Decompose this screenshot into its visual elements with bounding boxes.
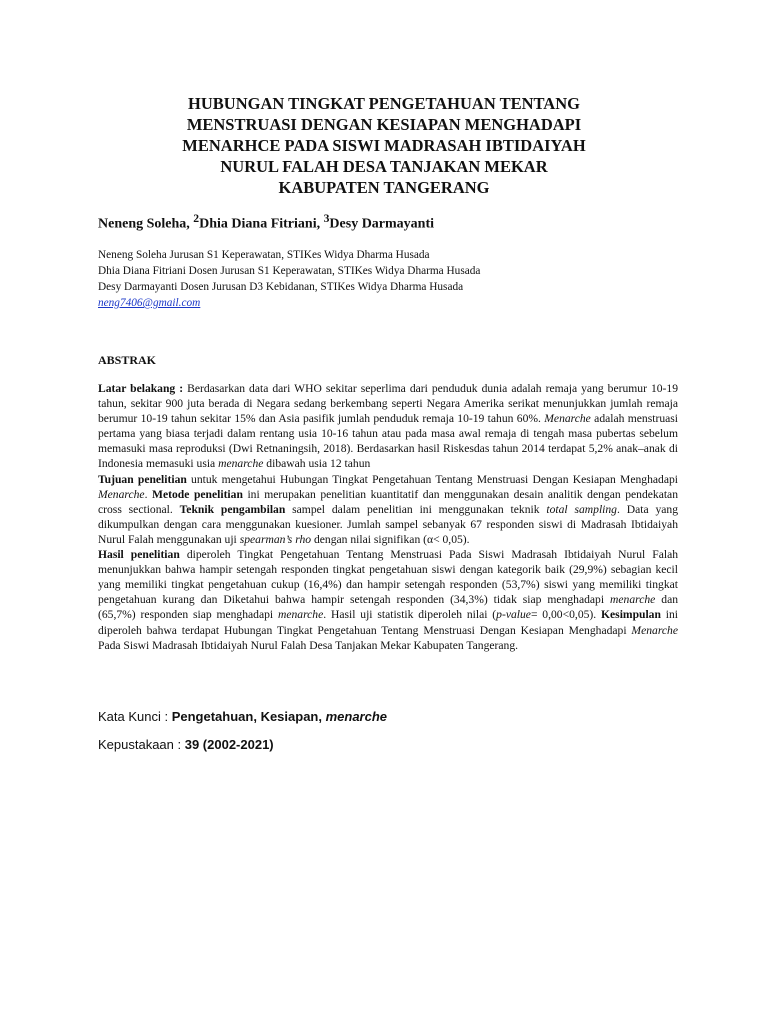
abstract-term: total sampling — [546, 502, 617, 516]
title-line: NURUL FALAH DESA TANJAKAN MEKAR — [220, 157, 548, 176]
abstract-term: Menarche — [544, 412, 591, 426]
keywords-line — [98, 709, 387, 724]
abstract-text: sampel dalam penelitian ini menggunakan teknik — [285, 502, 547, 516]
author-list — [98, 212, 434, 233]
abstract-text: dengan nilai signifikan (α< 0,05). — [311, 532, 470, 546]
background-label: Latar belakang : — [98, 382, 184, 395]
abstract-text: . — [144, 487, 153, 501]
author-superscript: 3 — [323, 212, 330, 225]
affiliation-block — [98, 247, 698, 311]
abstract-text: . Data yang dikumpulkan dengan cara menggunakan kuesioner. Jumlah sampel sebanyak 67 responden siswi di Madrasah Ibtidaiyah Nurul Falah menggunakan uji — [98, 502, 678, 546]
conclusion-label: Kesimpulan — [601, 608, 661, 622]
abstract-text: . Hasil uji statistik diperoleh nilai ( — [323, 608, 497, 622]
sampling-label: Teknik pengambilan — [179, 502, 286, 516]
keywords-value-italic: menarche — [325, 709, 388, 724]
references-line — [98, 737, 274, 752]
abstract-term: Menarche — [631, 623, 678, 637]
author-superscript: 2 — [193, 212, 200, 225]
abstract-text: dibawah usia 12 tahun — [263, 457, 371, 471]
references-label: Kepustakaan : — [98, 737, 185, 752]
keywords-label: Kata Kunci : — [98, 709, 172, 724]
title-line: MENSTRUASI DENGAN KESIAPAN MENGHADAPI — [186, 115, 582, 134]
title-line: MENARHCE PADA SISWI MADRASAH IBTIDAIYAH — [182, 136, 586, 155]
abstract-term: p-value — [496, 608, 531, 622]
affiliation-line: Desy Darmayanti Dosen Jurusan D3 Kebidanan, STIKes Widya Dharma Husada — [98, 281, 464, 293]
abstract-heading: ABSTRAK — [98, 353, 157, 367]
result-label: Hasil penelitian — [98, 548, 180, 562]
abstract-term: menarche — [610, 593, 656, 607]
email-link[interactable]: neng7406@gmail.com — [98, 297, 201, 309]
title-line: HUBUNGAN TINGKAT PENGETAHUAN TENTANG — [188, 94, 580, 113]
aim-label: Tujuan penelitian — [98, 472, 187, 486]
abstract-body — [98, 381, 678, 653]
abstract-text: Berdasarkan data dari WHO sekitar seperlima dari penduduk dunia adalah remaja yang berumur 10-19 tahun, sekitar 900 juta berada di Negara sedang berkembang seperti Negara Amerika serikat menunjukkan jumlah remaja berumur 10-19 tahun sekitar 15% dan Asia pasifik jumlah penduduk remaja 10-19 tahun 60%. — [98, 382, 678, 426]
abstract-term: Menarche — [98, 487, 145, 501]
abstract-text: = 0,00<0,05). — [530, 608, 602, 622]
abstract-text: dan (65,7%) responden siap menghadapi — [98, 593, 679, 622]
paper-title — [120, 93, 648, 198]
abstract-term: spearman’s rho — [239, 532, 312, 546]
abstract-text: untuk mengetahui Hubungan Tingkat Pengetahuan Tentang Menstruasi Dengan Kesiapan Menghadapi — [186, 472, 679, 486]
abstract-text: adalah menstruasi pertama yang biasa terjadi dalam rentang usia 10-16 tahun atau pada masa awal remaja di tengah masa pubertas sebelum memasuki masa reproduksi (Dwi Retnaningsih, 2018). Berdasarkan hasil Riskesdas tahun 2014 terdapat 5,2% anak–anak di Indonesia memasuki usia — [98, 412, 678, 471]
abstract-text: diperoleh Tingkat Pengetahuan Tentang Menstruasi Pada Siswi Madrasah Ibtidaiyah Nurul Falah menunjukkan bahwa hampir setengah responden tingkat pengetahuan siswi dengan kategorik baik (29,9%) sebagian kecil yang memiliki tingkat pengetahuan cukup (16,4%) dan hampir setengah responden (53,7%) siswi yang memiliki tingkat pengetahuan kurang dan Diketahui bahwa hampir setengah responden (34,3%) tidak siap menghadapi — [98, 548, 679, 607]
method-label: Metode penelitian — [152, 487, 243, 501]
abstract-term: menarche — [218, 457, 264, 471]
keywords-value: Pengetahuan, Kesiapan, — [171, 709, 326, 724]
author-name: Dhia Diana Fitriani, — [199, 216, 324, 232]
author-name: Desy Darmayanti — [329, 216, 435, 232]
references-value: 39 (2002-2021) — [184, 737, 274, 752]
abstract-text: ini merupakan penelitian kuantitatif dan menggunakan desain analitik dengan pendekatan cross sectional. — [98, 487, 679, 516]
author-name: Neneng Soleha, — [98, 216, 194, 232]
title-line: KABUPATEN TANGERANG — [278, 178, 490, 197]
affiliation-line: Dhia Diana Fitriani Dosen Jurusan S1 Keperawatan, STIKes Widya Dharma Husada — [98, 265, 481, 277]
affiliation-line: Neneng Soleha Jurusan S1 Keperawatan, STIKes Widya Dharma Husada — [98, 249, 430, 261]
abstract-text: ini diperoleh bahwa terdapat Hubungan Tingkat Pengetahuan Tentang Menstruasi Dengan Kesiapan Menghadapi — [98, 608, 679, 637]
abstract-text: Pada Siswi Madrasah Ibtidaiyah Nurul Falah Desa Tanjakan Mekar Kabupaten Tangerang. — [98, 638, 519, 652]
abstract-term: menarche — [277, 608, 324, 622]
